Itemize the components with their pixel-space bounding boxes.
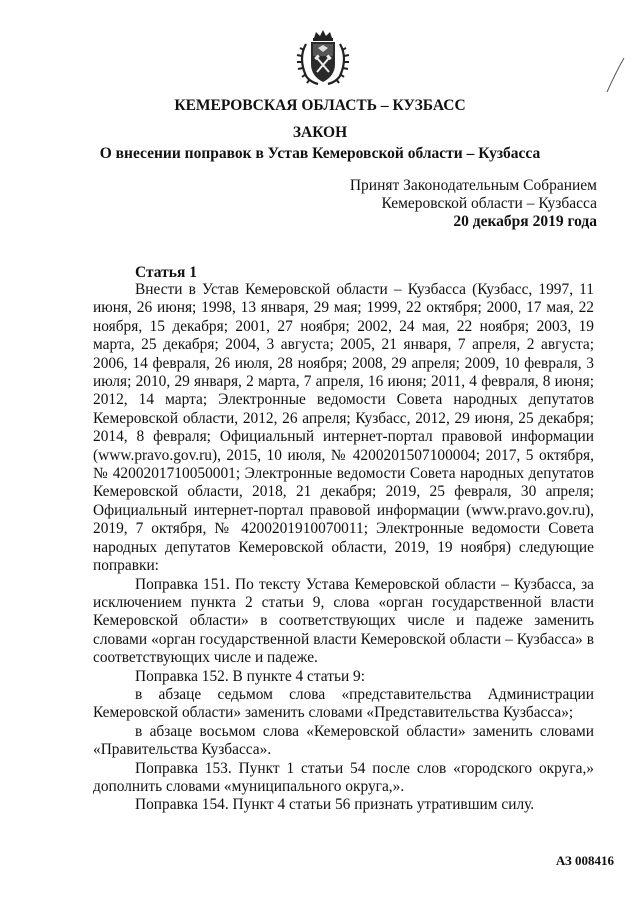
document-type-heading: ЗАКОН bbox=[292, 124, 348, 141]
amendment-153-paragraph: Поправка 153. Пункт 1 статьи 54 после слов «городского округа,» дополнить словами «муниципального округа,». bbox=[93, 759, 594, 795]
serial-number: АЗ 008416 bbox=[555, 853, 614, 868]
article-intro-paragraph: Внести в Устав Кемеровской области – Кузбасса (Кузбасс, 1997, 11 июня, 26 июня; 1998, 13 января, 29 мая; 1999, 22 октября; 2000, 17 мая, 22 ноября, 15 декабря; 2001, 27 ноября; 2002, 24 мая, 22 ноября; 2003, 19 марта, 25 декабря; 2004, 3 августа; 2005, 21 января, 7 апреля, 2 августа; 2006, 14 февраля, 26 июля, 28 ноября; 2008, 29 апреля; 2009, 10 февраля, 3 июля; 2010, 29 января, 2 марта, 7 апреля, 16 июня; 2011, 4 февраля, 8 июня; 2012, 14 марта; Электронные ведомости Совета народных депутатов Кемеровской области, 2012, 26 апреля; Кузбасс, 2012, 29 июня, 25 декабря; 2014, 8 февраля; Официальный интернет-портал правовой информации (www.pravo.gov.ru), 2015, 10 июля, № 4200201507100004; 2017, 5 октября, № 4200201710050001; Электронные ведомости Совета народных депутатов Кемеровской области, 2018, 21 декабря; 2019, 25 февраля, 30 апреля; Официальный интернет-портал правовой информации (www.pravo.gov.ru), 2019, 7 октября, № 4200201910070011; Электронные ведомости Совета народных депутатов Кемеровской области, 2019, 19 ноября) следующие поправки: bbox=[93, 281, 594, 575]
article-title: Статья 1 bbox=[135, 264, 197, 281]
region-heading: КЕМЕРОВСКАЯ ОБЛАСТЬ – КУЗБАСС bbox=[174, 97, 466, 114]
law-title: О внесении поправок в Устав Кемеровской области – Кузбасса bbox=[99, 145, 541, 162]
adoption-line-1: Принят Законодательным Собранием bbox=[349, 177, 597, 194]
margin-pen-mark-icon bbox=[604, 56, 626, 94]
coat-of-arms-icon bbox=[292, 28, 354, 90]
article-body bbox=[93, 281, 594, 815]
amendment-154-paragraph: Поправка 154. Пункт 4 статьи 56 признать утратившим силу. bbox=[135, 796, 535, 814]
amendment-152-item-b: в абзаце восьмом слова «Кемеровской области» заменить словами «Правительства Кузбасса». bbox=[93, 722, 594, 759]
amendment-151-paragraph: Поправка 151. По тексту Устава Кемеровской области – Кузбасса, за исключением пункта 2 статьи 9, слова «орган государственной власти Кемеровской области» в соответствующих числе и падеже заменить словами «орган государственной власти Кемеровской области – Кузбасса» в соответствующих числе и падеже. bbox=[93, 575, 594, 667]
amendment-152-item-a: в абзаце седьмом слова «представительства Администрации Кемеровской области» заменить словами «Представительства Кузбасса»; bbox=[93, 685, 594, 722]
amendment-152-paragraph: Поправка 152. В пункте 4 статьи 9: bbox=[135, 667, 366, 685]
adoption-line-2: Кемеровской области – Кузбасса bbox=[381, 195, 597, 212]
adoption-date: 20 декабря 2019 года bbox=[453, 213, 597, 230]
